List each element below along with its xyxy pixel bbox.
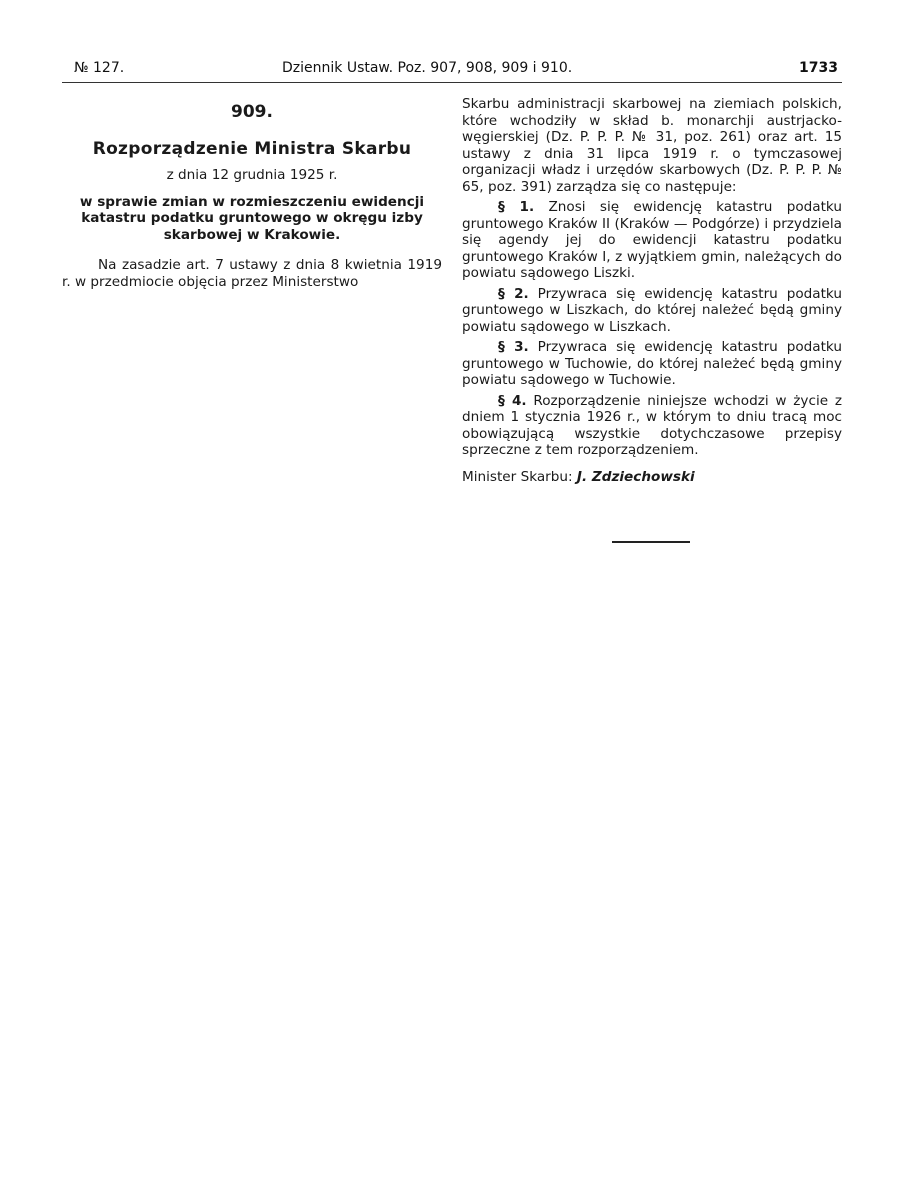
paragraph-3-mark: § 3. [498, 339, 529, 355]
paragraph-1 [462, 199, 842, 282]
paragraph-4-text: Rozporządzenie niniejsze wchodzi w życie z dniem 1 stycznia 1926 r., w którym to dniu tracą moc obowiązującą wszystkie dotychczasowe przepisy sprzeczne z tem rozporządzeniem. [462, 392, 842, 458]
paragraph-3-text: Przywraca się ewidencję katastru podatku gruntowego w Tuchowie, do której należeć będą gminy powiatu sądowego w Tuchowie. [462, 339, 842, 388]
paragraph-2-mark: § 2. [498, 285, 529, 302]
journal-reference: Dziennik Ustaw. Poz. 907, 908, 909 i 910. [282, 60, 573, 76]
paragraph-4-mark: § 4. [498, 392, 527, 409]
end-rule [612, 541, 690, 543]
paragraph-1-mark: § 1. [498, 199, 535, 215]
page-number: 1733 [799, 60, 838, 76]
entry-date: z dnia 12 grudnia 1925 r. [166, 167, 338, 183]
right-column [462, 96, 842, 485]
entry-title: Rozporządzenie Ministra Skarbu [92, 138, 412, 159]
entry-number: 909. [231, 102, 273, 122]
intro-paragraph-continued: Skarbu administracji skarbowej na ziemiach polskich, które wchodziły w skład b. monarchji austrjacko-węgierskiej (Dz. P. P. P. № 31, poz. 261) oraz art. 15 ustawy z dnia 31 lipca 1919 r. o tymczasowej organizacji władz i urzędów skarbowych (Dz. P. P. P. № 65, poz. 391) zarządza się co następuje: [462, 96, 842, 195]
left-column [62, 96, 442, 290]
issue-number: № 127. [74, 60, 125, 76]
entry-subject: w sprawie zmian w rozmieszczeniu ewidencji katastru podatku gruntowego w okręgu izby skarbowej w Krakowie. [79, 193, 425, 243]
signature-label: Minister Skarbu: [462, 468, 573, 485]
header-rule [62, 82, 842, 83]
intro-paragraph-start: Na zasadzie art. 7 ustawy z dnia 8 kwietnia 1919 r. w przedmiocie objęcia przez Ministerstwo [62, 257, 442, 290]
paragraph-2-text: Przywraca się ewidencję katastru podatku gruntowego w Liszkach, do której należeć będą gminy powiatu sądowego w Liszkach. [462, 285, 842, 335]
paragraph-1-text: Znosi się ewidencję katastru podatku gruntowego Kraków II (Kraków — Podgórze) i przydziela się agendy jej do ewidencji katastru podatku gruntowego Kraków I, z wyjątkiem gmin, należących do powiatu sądowego Liszki. [462, 199, 843, 281]
signature-name: J. Zdziechowski [576, 468, 695, 485]
page-header [62, 58, 842, 80]
signature [462, 469, 842, 486]
paragraph-3 [462, 339, 842, 389]
paragraph-4 [462, 393, 842, 459]
paragraph-2 [462, 286, 842, 336]
